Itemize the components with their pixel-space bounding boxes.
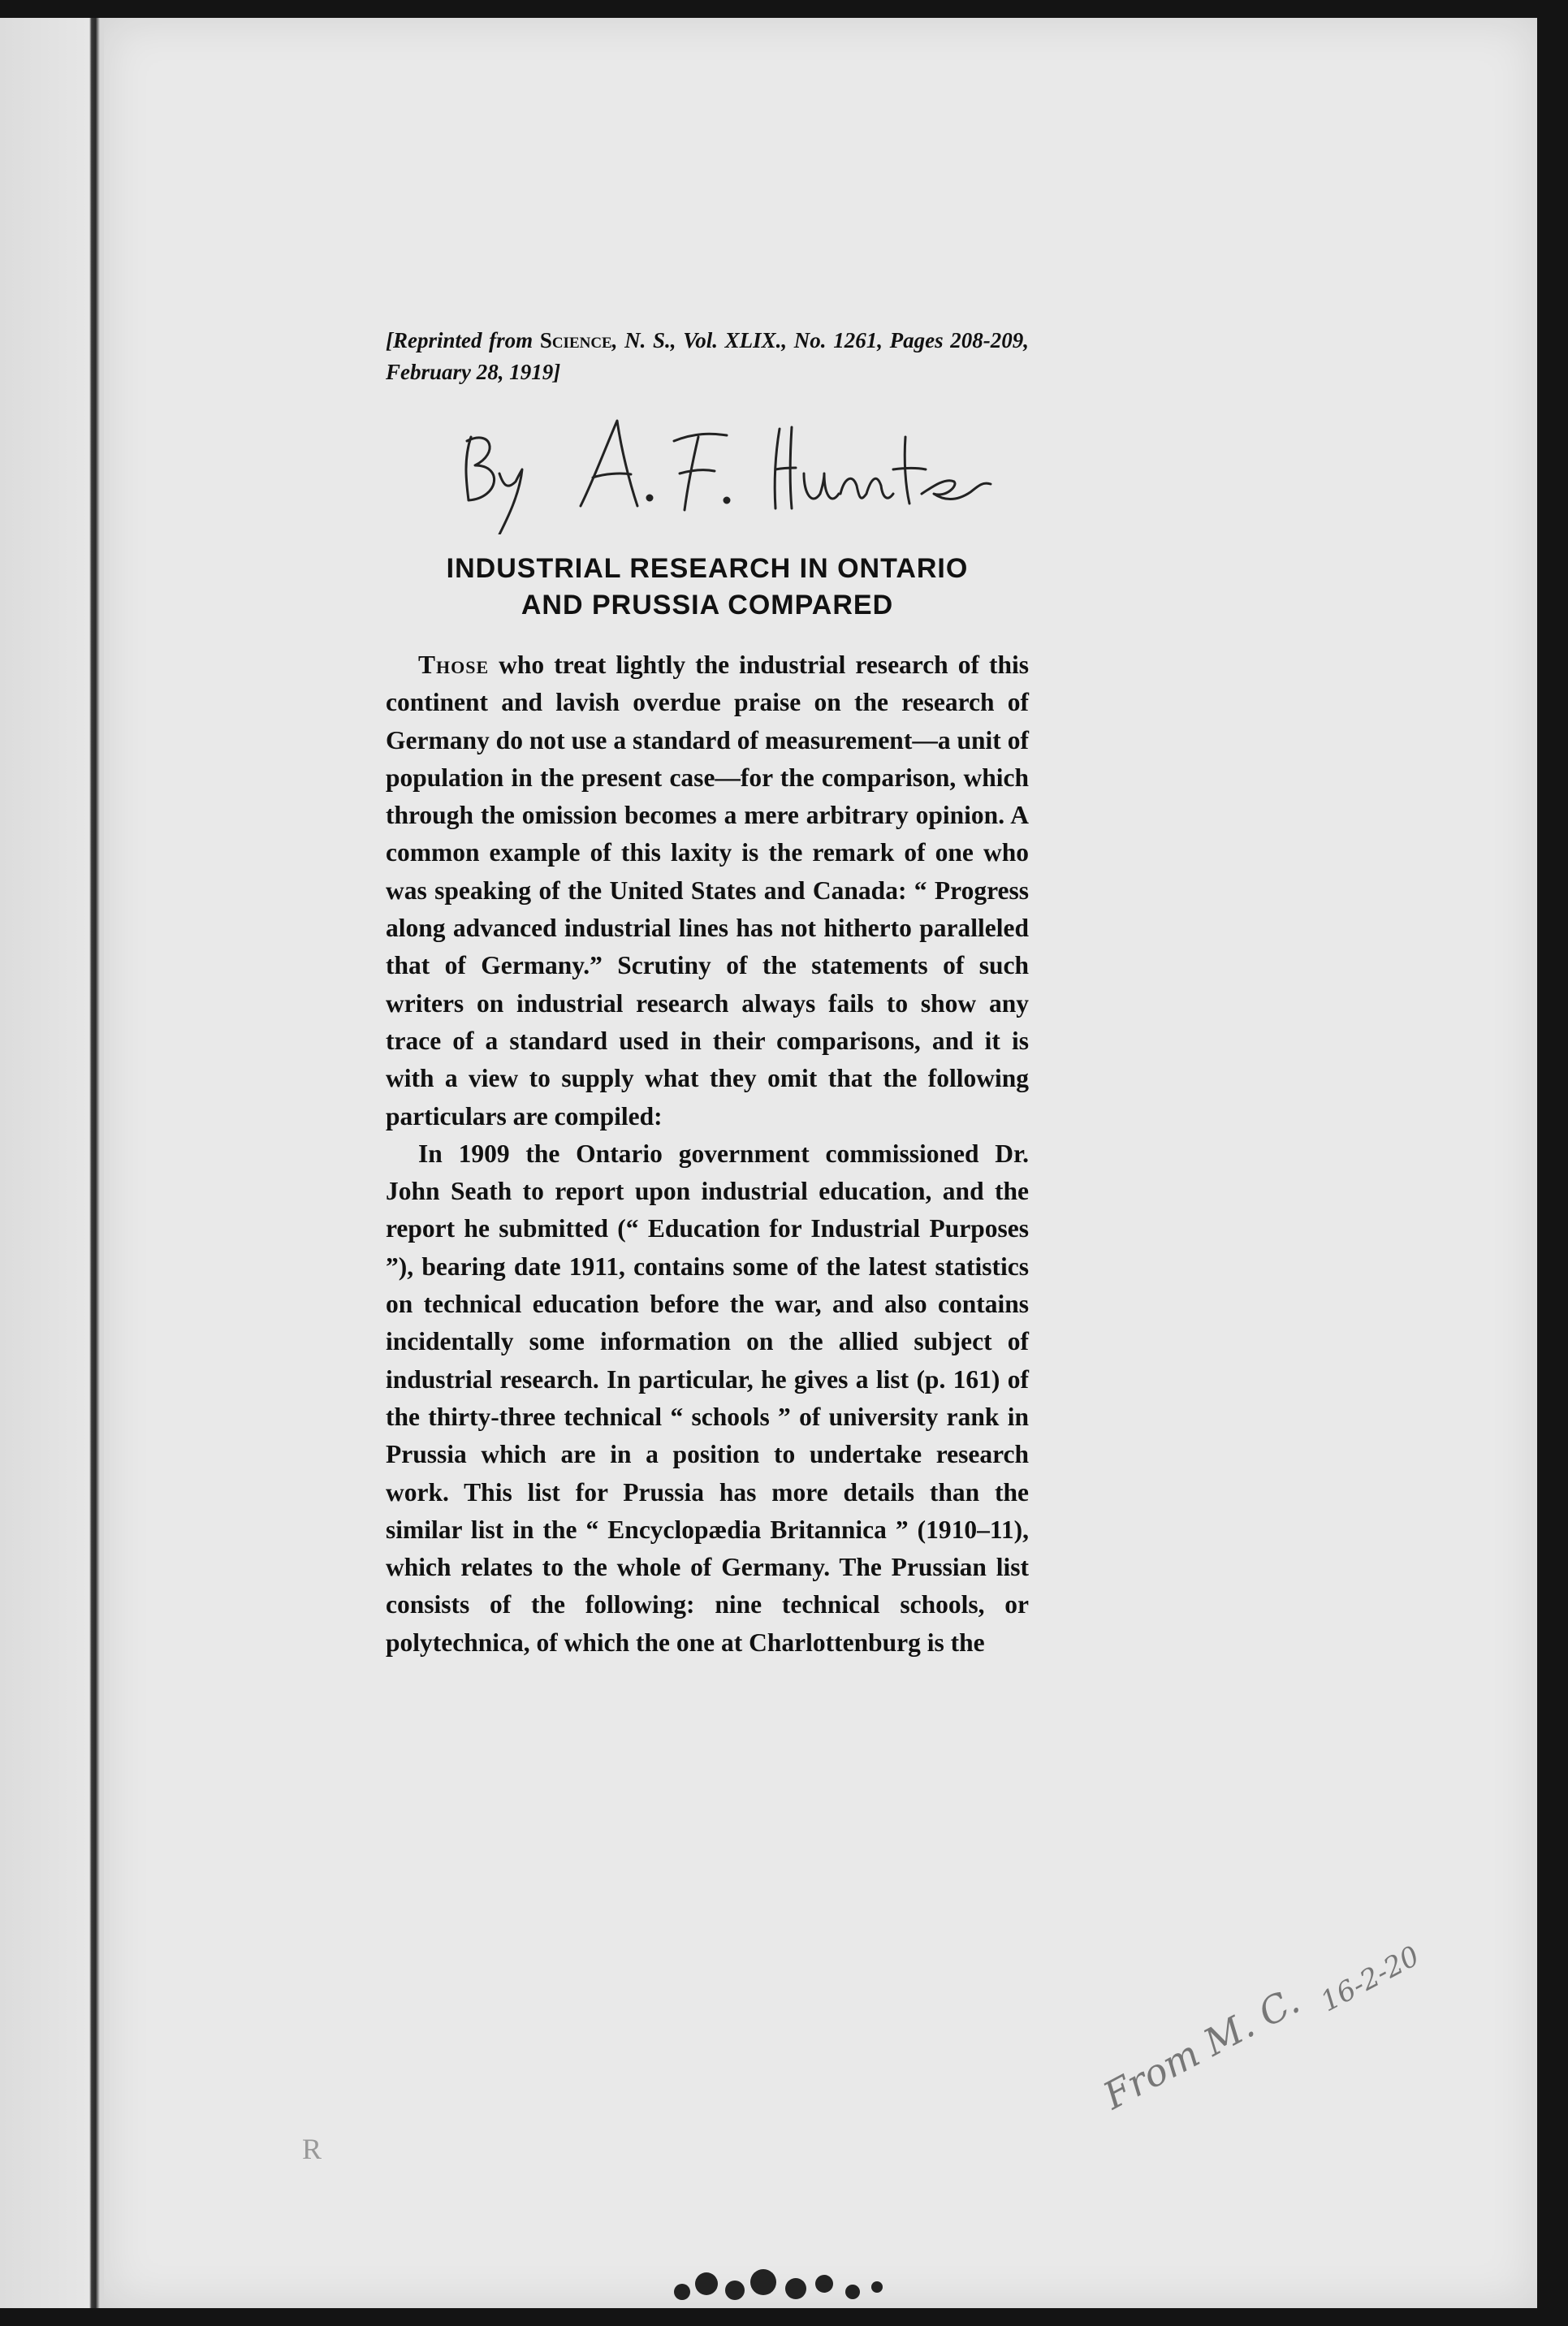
citation-journal: Science bbox=[539, 328, 612, 352]
reprint-citation bbox=[386, 325, 1029, 388]
handwritten-margin-date: 16-2-20 bbox=[1315, 1939, 1425, 2019]
previous-page-edge bbox=[0, 18, 104, 2308]
title-line-2: AND PRUSSIA COMPARED bbox=[521, 590, 894, 620]
corner-mark: R bbox=[302, 2133, 322, 2165]
paragraph-2: In 1909 the Ontario government commissioned Dr. John Seath to report upon industrial education, and the report he submitted (“ Education for Industrial Purposes ”), bearing date 1911, contains some of the latest statistics on technical education before the war, and also contains incidentally some information on the allied subject of industrial research. In particular, he gives a list (p. 161) of the thirty-three technical “ schools ” of university rank in Prussia which are in a position to undertake research work. This list for Prussia has more details than the similar list in the “ Encyclopædia Britannica ” (1910–11), which relates to the whole of Germany. The Prussian list consists of the following: nine technical schools, or polytechnica, of which the one at Charlottenburg is the bbox=[386, 1139, 1029, 1657]
article-title bbox=[386, 551, 1029, 624]
paragraph-1-text: who treat lightly the industrial research of this continent and lavish overdue praise on the research of Germany do not use a standard of measurement—a unit of population in the present case—for the comparison, which through the omission becomes a mere arbitrary opinion. A common example of this laxity is the remark of one who was speaking of the United States and Canada: “ Progress along advanced industrial lines has not hitherto paralleled that of Germany.” Scrutiny of the statements of such writers on industrial research always fails to show any trace of a standard used in their comparisons, and it is with a view to supply what they omit that the following particulars are compiled: bbox=[386, 651, 1029, 1131]
handwritten-signature bbox=[386, 404, 1029, 534]
article bbox=[386, 325, 1029, 1662]
citation-details: , N. S., Vol. XLIX., No. 1261, Pages 208-209, February 28, 1919] bbox=[386, 328, 1029, 384]
title-line-1: INDUSTRIAL RESEARCH IN ONTARIO bbox=[446, 553, 969, 584]
paragraph-1 bbox=[386, 646, 1029, 1135]
paragraph-1-lead: Those bbox=[418, 651, 490, 679]
citation-prefix: [Reprinted from bbox=[386, 328, 540, 352]
ink-blot bbox=[650, 2259, 909, 2308]
handwritten-margin-note: From M. C. bbox=[1096, 1978, 1307, 2118]
